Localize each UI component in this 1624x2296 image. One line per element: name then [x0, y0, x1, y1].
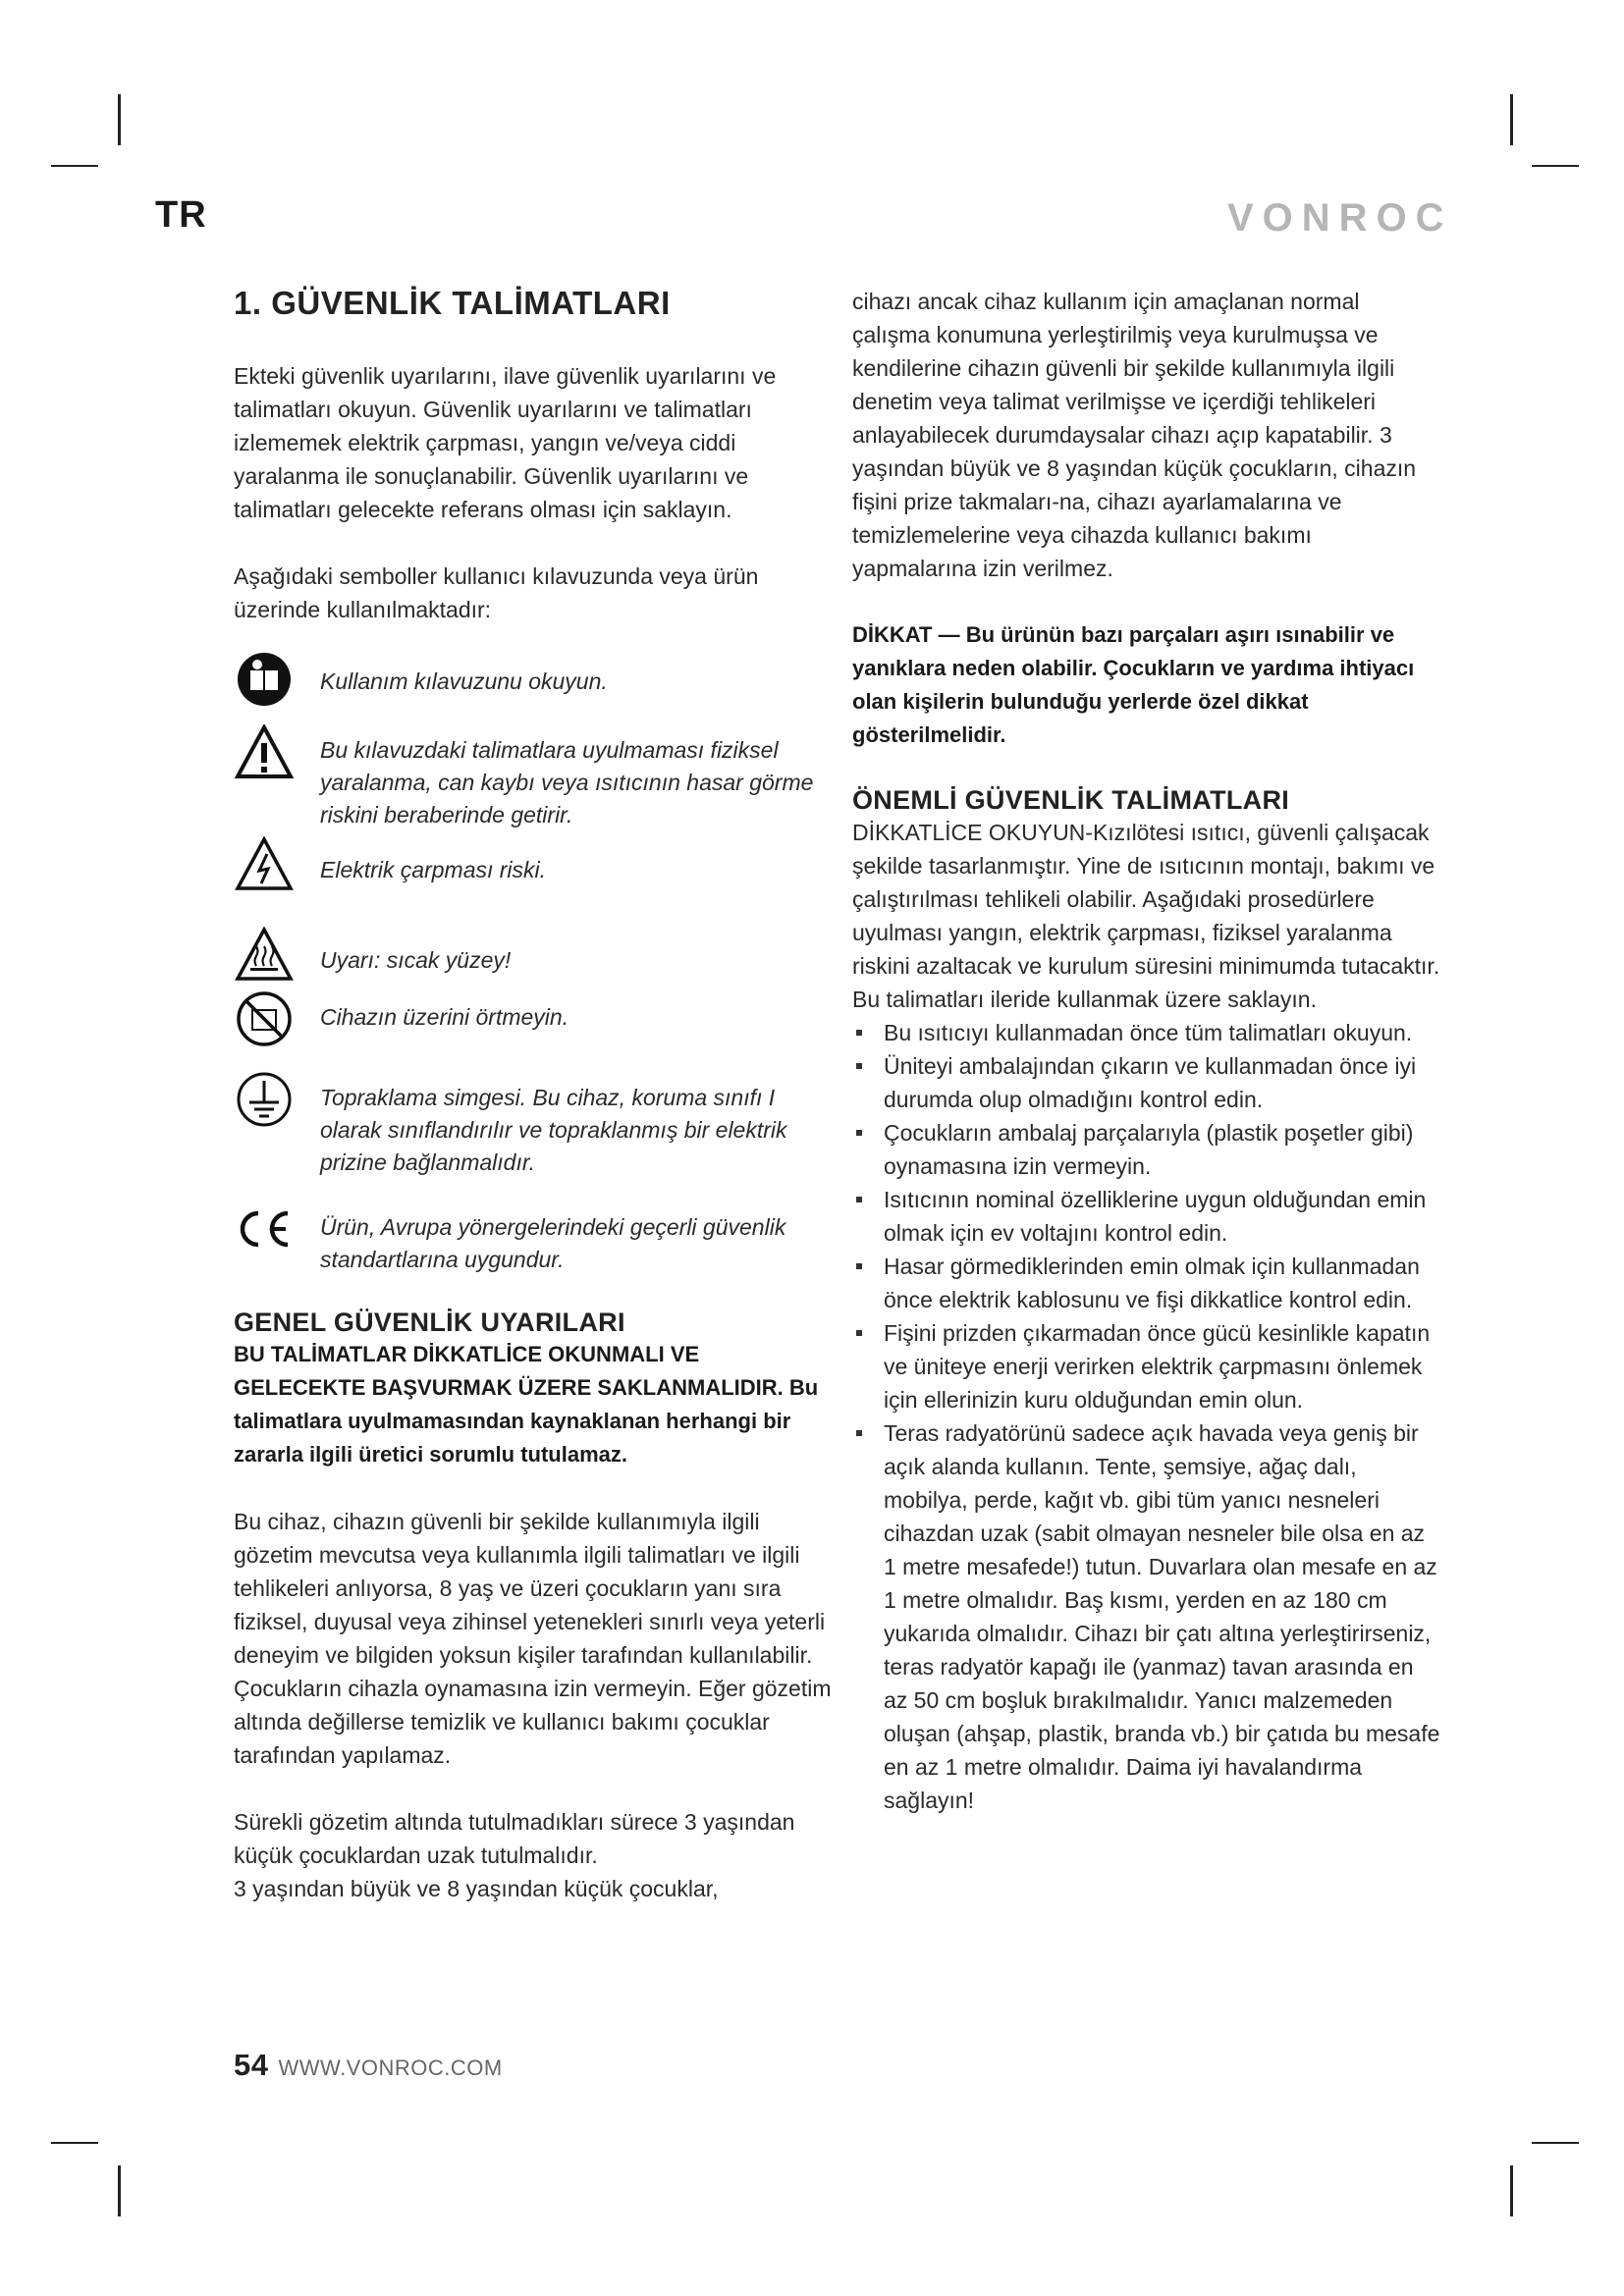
symbol-item — [234, 721, 833, 832]
list-item: Üniteyi ambalajından çıkarın ve kullanmadan önce iyi durumda olup olmadığını kontrol edin. — [852, 1049, 1441, 1116]
read-manual-icon — [234, 648, 295, 711]
intro-paragraph: Ekteki güvenlik uyarılarını, ilave güvenlik uyarılarını ve talimatları okuyun. Güvenlik uyarılarını ve talimatları izlememek elektrik çarpması, yangın ve/veya ciddi yaralanma ile sonuçlanabilir. Güvenlik uyarılarını ve talimatları gelecekte referans olması için saklayın. — [234, 363, 777, 522]
crop-mark — [118, 2165, 121, 2216]
general-safety-heading: GENEL GÜVENLİK UYARILARI — [234, 1308, 625, 1337]
crop-mark — [1510, 94, 1513, 145]
symbol-text: Topraklama simgesi. Bu cihaz, koruma sınıfı I olarak sınıflandırılır ve topraklanmış bir elektrik prizine bağlanmalıdır. — [320, 1085, 787, 1175]
earth-ground-icon — [234, 1068, 295, 1131]
supervision-paragraph-cont: 3 yaşından büyük ve 8 yaşından küçük çocuklar, — [234, 1876, 719, 1901]
supervision-paragraph: Sürekli gözetim altında tutulmadıkları sürece 3 yaşından küçük çocuklardan uzak tutulmalıdır. — [234, 1809, 795, 1868]
brand-logo: VONROC — [1227, 196, 1453, 240]
list-item: Hasar görmediklerinden emin olmak için kullanmadan önce elektrik kablosunu ve fişi dikkatlice kontrol edin. — [852, 1250, 1441, 1316]
left-column — [234, 285, 833, 1905]
symbol-text: Kullanım kılavuzunu okuyun. — [320, 668, 608, 694]
language-code: TR — [155, 194, 207, 236]
symbol-item — [234, 648, 833, 721]
symbol-text: Bu kılavuzdaki talimatlara uyulmaması fiziksel yaralanma, can kaybı veya ısıtıcının hasar görme riskini beraberinde getirir. — [320, 737, 814, 828]
symbols-intro: Aşağıdaki semboller kullanıcı kılavuzunda veya ürün üzerinde kullanılmaktadır: — [234, 563, 759, 622]
symbol-text: Uyarı: sıcak yüzey! — [320, 947, 512, 973]
page-footer — [234, 2048, 503, 2083]
important-safety-text: DİKKATLİCE OKUYUN-Kızılötesi ısıtıcı, güvenli çalışacak şekilde tasarlanmıştır. Yine de ısıtıcının montajı, bakımı ve çalıştırılması tehlikeli olabilir. Aşağıdaki prosedürlere uyulması yangın, elektrik çarpması, fiziksel yaralanma riskini azaltacak ve kurulum süresini minimumda tutacaktır. Bu talimatları ileride kullanmak üzere saklayın. — [852, 820, 1440, 1012]
crop-mark — [1510, 2165, 1513, 2216]
ce-mark-icon — [234, 1198, 295, 1260]
general-safety-bold: BU TALİMATLAR DİKKATLİCE OKUNMALI VE GELECEKTE BAŞVURMAK ÜZERE SAKLANMALIDIR. Bu talimatlara uyulmamasından kaynaklanan herhangi bir zararla ilgili üretici sorumlu tutulamaz. — [234, 1342, 819, 1467]
symbol-text: Elektrik çarpması riski. — [320, 857, 547, 882]
symbol-item — [234, 923, 833, 988]
symbol-item — [234, 988, 833, 1068]
section-title: 1. GÜVENLİK TALİMATLARI — [234, 285, 671, 321]
safety-bullet-list — [852, 1016, 1441, 1817]
list-item: Bu ısıtıcıyı kullanmadan önce tüm talimatları okuyun. — [852, 1016, 1441, 1049]
list-item: Isıtıcının nominal özelliklerine uygun olduğundan emin olmak için ev voltajını kontrol edin. — [852, 1183, 1441, 1250]
crop-mark — [1532, 2142, 1579, 2144]
list-item: Teras radyatörünü sadece açık havada veya geniş bir açık alanda kullanın. Tente, şemsiye, ağaç dalı, mobilya, perde, kağıt vb. gibi tüm yanıcı nesneleri cihazdan uzak (sabit olmayan nesneler bile olsa en az 1 metre mesafede!) tutun. Duvarlara olan mesafe en az 1 metre olmalıdır. Baş kısmı, yerden en az 180 cm yukarıda olmalıdır. Cihazı bir çatı altına yerleştirirseniz, teras radyatör kapağı ile (yanmaz) tavan arasında en az 50 cm boşluk bırakılmalıdır. Yanıcı malzemeden oluşan (ahşap, plastik, branda vb.) bir çatıda bu mesafe en az 1 metre olmalıdır. Daima iyi havalandırma sağlayın! — [852, 1416, 1441, 1817]
crop-mark — [51, 165, 98, 167]
continued-paragraph: cihazı ancak cihaz kullanım için amaçlanan normal çalışma konumuna yerleştirilmiş veya kurulmuşsa ve kendilerine cihazın güvenli bir şekilde kullanımıyla ilgili denetim veya talimat verilmişse ve içerdiği tehlikeleri anlayabilecek durumdaysalar cihazı açıp kapatabilir. 3 yaşından büyük ve 8 yaşından küçük çocukların, cihazın fişini prize takmaları-na, cihazı ayarlamalarına ve temizlemelerine veya cihazda kullanıcı bakımı yapmalarına izin verilmez. — [852, 289, 1417, 581]
crop-mark — [118, 94, 121, 145]
symbol-item — [234, 1198, 833, 1286]
symbol-list — [234, 648, 833, 1286]
right-column — [852, 285, 1441, 1817]
crop-mark — [51, 2142, 98, 2144]
caution-paragraph: DİKKAT — Bu ürünün bazı parçaları aşırı ısınabilir ve yanıklara neden olabilir. Çocukların ve yardıma ihtiyacı olan kişilerin bulunduğu yerlerde özel dikkat gösterilmelidir. — [852, 622, 1415, 747]
symbol-item — [234, 832, 833, 923]
list-item: Fişini prizden çıkarmadan önce gücü kesinlikle kapatın ve üniteye enerji verirken elektrik çarpmasını önlemek için ellerinizin kuru olduğundan emin olun. — [852, 1316, 1441, 1416]
hot-surface-icon — [234, 923, 295, 986]
symbol-text: Ürün, Avrupa yönergelerindeki geçerli güvenlik standartlarına uygundur. — [320, 1214, 786, 1272]
page-number: 54 — [234, 2048, 269, 2082]
list-item: Çocukların ambalaj parçalarıyla (plastik poşetler gibi) oynamasına izin vermeyin. — [852, 1116, 1441, 1183]
children-paragraph: Bu cihaz, cihazın güvenli bir şekilde kullanımıyla ilgili gözetim mevcutsa veya kullanımla ilgili talimatları ve ilgili tehlikeleri anlıyorsa, 8 yaş ve üzeri çocukların yanı sıra fiziksel, duyusal veya zihinsel yetenekleri sınırlı veya yeterli deneyim ve bilgiden yoksun kişiler tarafından kullanılabilir. Çocukların cihazla oynamasına izin vermeyin. Eğer gözetim altında değillerse temizlik ve kullanıcı bakımı çocuklar tarafından yapılamaz. — [234, 1509, 832, 1768]
website-link[interactable]: WWW.VONROC.COM — [278, 2056, 503, 2080]
warning-icon — [234, 721, 295, 783]
important-safety-heading: ÖNEMLİ GÜVENLİK TALİMATLARI — [852, 785, 1290, 815]
do-not-cover-icon — [234, 988, 295, 1050]
electric-shock-icon — [234, 832, 295, 895]
symbol-item — [234, 1068, 833, 1198]
symbol-text: Cihazın üzerini örtmeyin. — [320, 1004, 569, 1030]
crop-mark — [1532, 165, 1579, 167]
